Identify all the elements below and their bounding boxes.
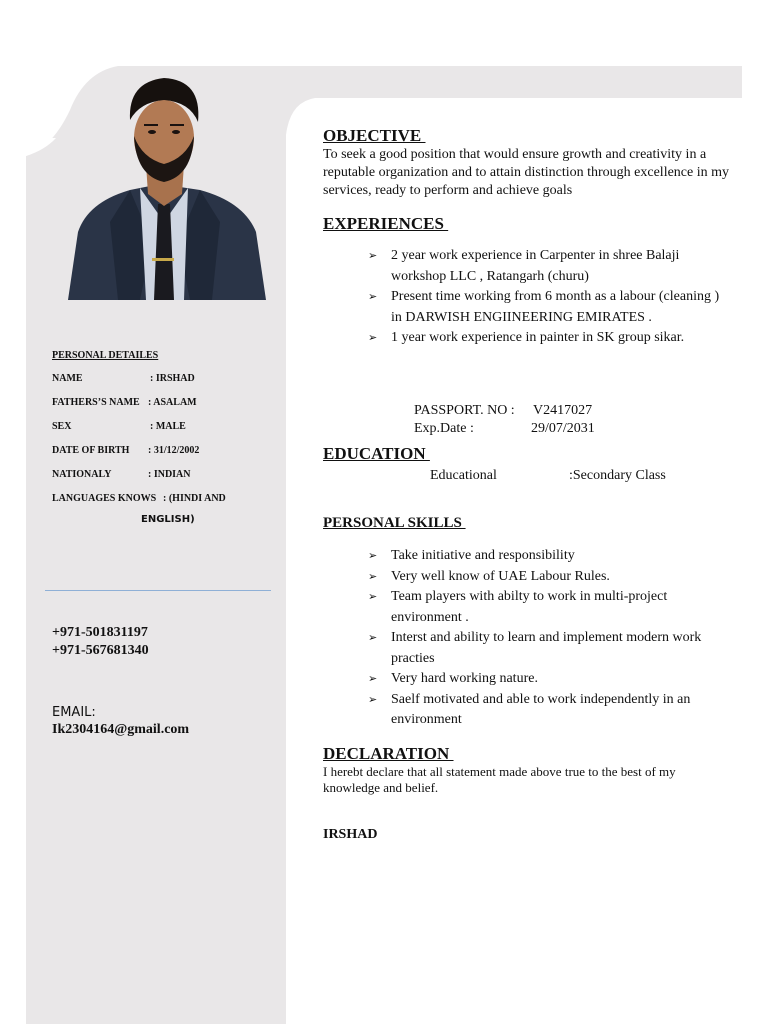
phone-1: +971-501831197 [52,625,148,640]
sidebar-divider [45,590,271,591]
detail-row-dob [52,445,200,469]
list-item-text: Very hard working nature. [391,671,538,686]
list-item-text: Present time working from 6 month as a labour (cleaning ) in DARWISH ENGIINEERING EMIRATES . [391,289,720,325]
passport-number-label: PASSPORT. NO : [414,403,515,418]
arrow-bullet-icon: ➢ [368,290,378,303]
list-item [368,669,728,690]
profile-photo [60,72,268,302]
list-item-text: Team players with abilty to work in multi-project environment . [391,589,668,625]
detail-key: SEX [52,421,72,432]
personal-details-title: PERSONAL DETAILES [52,350,159,361]
list-item [368,246,728,287]
arrow-bullet-icon: ➢ [368,672,378,685]
list-item-text: 2 year work experience in Carpenter in shree Balaji workshop LLC , Ratangarh (churu) [391,248,680,284]
education-heading-text: EDUCATION [323,444,430,463]
declaration-text: I herebt declare that all statement made above true to the best of my knowledge and belief. [323,764,676,795]
declaration-section [323,744,733,796]
list-item [368,546,728,567]
list-item [368,328,728,349]
skills-heading [323,515,733,532]
list-item-text: Take initiative and responsibility [391,548,575,563]
experiences-list [368,246,728,349]
list-item-text: Very well know of UAE Labour Rules. [391,568,610,584]
personal-details [52,350,226,517]
detail-key: DATE OF BIRTH [52,445,130,456]
arrow-bullet-icon: ➢ [368,249,378,262]
arrow-bullet-icon: ➢ [368,590,378,603]
education-heading [323,444,733,464]
detail-key: NATIONALY [52,469,112,480]
detail-value: : ASALAM [148,397,197,408]
detail-key: LANGUAGES KNOWS [52,493,157,504]
list-item [368,690,728,731]
arrow-bullet-icon: ➢ [368,331,378,344]
email-label: EMAIL: [52,705,96,720]
list-item [368,628,728,669]
passport-exp-date: 29/07/2031 [531,421,595,436]
objective-text: To seek a good position that would ensure growth and creativity in a reputable organization and to attain distinction through excellence in my services, ready to perform and achieve goals [323,147,730,198]
detail-value: : 31/12/2002 [148,445,200,456]
phone-numbers [52,624,149,660]
skills-list [368,546,728,731]
list-item [368,287,728,328]
declaration-heading: DECLARATION [323,744,454,763]
email-value: Ik2304164@gmail.com [52,722,190,737]
objective-section [323,126,733,200]
list-item-text: Saelf motivated and able to work independently in an environment [391,691,691,727]
detail-value: : INDIAN [148,469,191,480]
list-item-text: 1 year work experience in painter in SK group sikar. [391,330,685,345]
detail-value: : (HINDI AND [163,493,226,504]
detail-row-sex [52,421,186,445]
arrow-bullet-icon: ➢ [368,631,378,644]
list-item [368,587,728,628]
arrow-bullet-icon: ➢ [368,569,378,583]
detail-value: : IRSHAD [150,373,195,384]
experiences-heading-text: EXPERIENCES [323,214,449,233]
arrow-bullet-icon: ➢ [368,692,378,706]
phone-2: +971-567681340 [52,643,149,658]
languages-continued: ENGLISH) [141,514,195,525]
passport-number: V2417027 [533,403,593,418]
signature-name: IRSHAD [323,827,378,842]
list-item [368,567,728,588]
education-label: Educational [430,468,497,483]
detail-row-nationality [52,469,191,493]
objective-heading: OBJECTIVE [323,126,426,145]
arrow-bullet-icon: ➢ [368,549,378,562]
education-value: :Secondary Class [569,468,666,483]
detail-row-father [52,397,197,421]
detail-row-name [52,373,195,397]
experiences-heading [323,214,733,234]
detail-key: FATHERS’S NAME [52,397,140,408]
detail-value: : MALE [150,421,186,432]
passport-exp-label: Exp.Date : [414,421,474,436]
detail-key: NAME [52,373,83,384]
skills-heading-text: PERSONAL SKILLS [323,515,466,531]
list-item-text: Interst and ability to learn and implement modern work practies [391,630,702,666]
